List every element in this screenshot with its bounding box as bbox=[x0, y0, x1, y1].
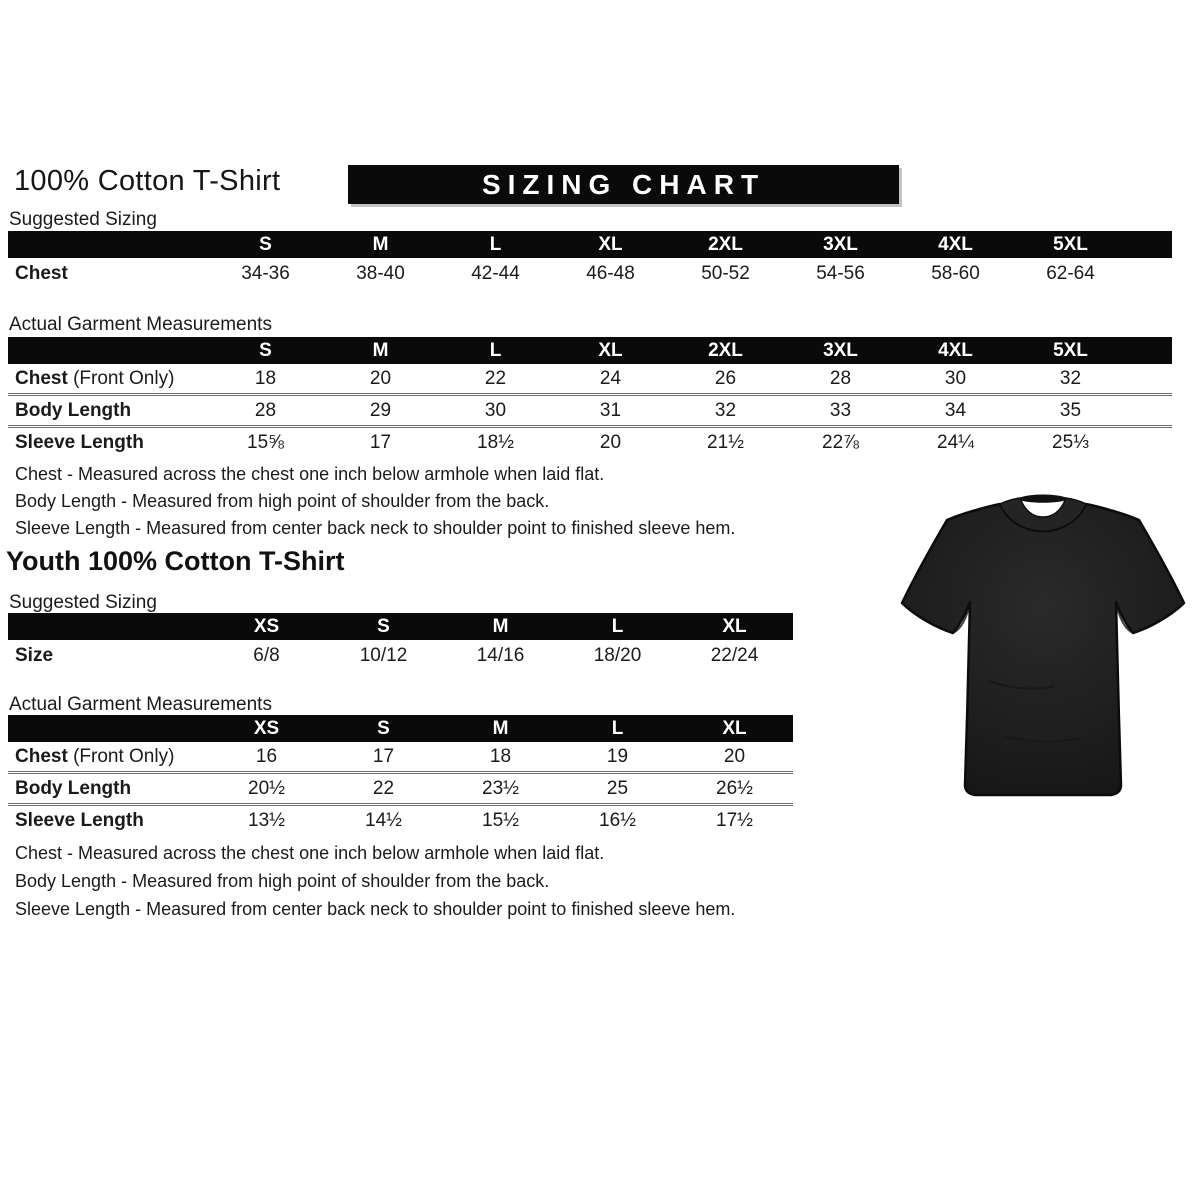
size-column-header: 4XL bbox=[898, 231, 1013, 258]
measurement-value: 10/12 bbox=[359, 644, 408, 666]
measurement-value: 29 bbox=[323, 395, 438, 427]
measurement-value: 15⅝ bbox=[208, 427, 323, 458]
measurement-value: 23½ bbox=[442, 773, 559, 805]
measurement-value: 42-44 bbox=[471, 262, 520, 284]
size-column-header: XL bbox=[553, 231, 668, 258]
measurement-value: 25⅓ bbox=[1013, 427, 1128, 458]
measurement-value: 26 bbox=[714, 367, 737, 389]
row-label: Body Length bbox=[8, 773, 208, 805]
size-column-header: L bbox=[559, 715, 676, 742]
size-column-header: S bbox=[325, 715, 442, 742]
measurement-value: 50-52 bbox=[701, 262, 750, 284]
size-column-header: S bbox=[208, 337, 323, 364]
measurement-value: 18 bbox=[254, 367, 277, 389]
measurement-value: 30 bbox=[438, 395, 553, 427]
size-column-header: XL bbox=[676, 715, 793, 742]
size-column-header: M bbox=[442, 715, 559, 742]
measurement-value: 22 bbox=[484, 367, 507, 389]
measurement-value: 25 bbox=[559, 773, 676, 805]
measurement-value: 18½ bbox=[438, 427, 553, 458]
measurement-row bbox=[8, 395, 1172, 427]
measurement-value: 28 bbox=[829, 367, 852, 389]
measurement-value: 22⅞ bbox=[783, 427, 898, 458]
measurement-value: 28 bbox=[208, 395, 323, 427]
size-column-header: XL bbox=[553, 337, 668, 364]
note-line: Body Length - Measured from high point of shoulder from the back. bbox=[15, 871, 550, 891]
row-label: Sleeve Length bbox=[8, 805, 208, 836]
measurement-row bbox=[8, 805, 793, 836]
sizing-chart-banner: SIZING CHART bbox=[348, 165, 899, 204]
row-label: Chest (Front Only) bbox=[15, 367, 175, 389]
measurement-value: 22 bbox=[325, 773, 442, 805]
measurement-value: 13½ bbox=[208, 805, 325, 836]
measurement-row bbox=[8, 258, 1172, 289]
size-header-spacer bbox=[8, 231, 208, 258]
youth-actual-label: Actual Garment Measurements bbox=[9, 694, 272, 715]
measurement-value: 22/24 bbox=[710, 644, 759, 666]
youth-suggested-table bbox=[8, 613, 793, 671]
note-line: Sleeve Length - Measured from center back neck to shoulder point to finished sleeve hem. bbox=[15, 518, 736, 538]
row-label: Sleeve Length bbox=[8, 427, 208, 458]
measurement-value: 62-64 bbox=[1046, 262, 1095, 284]
size-column-header: S bbox=[325, 613, 442, 640]
size-column-header: L bbox=[559, 613, 676, 640]
measurement-value: 30 bbox=[944, 367, 967, 389]
size-column-header: 2XL bbox=[668, 337, 783, 364]
note-line: Chest - Measured across the chest one inch below armhole when laid flat. bbox=[15, 843, 605, 863]
row-spacer bbox=[1128, 395, 1172, 427]
size-column-header: M bbox=[323, 337, 438, 364]
tshirt-collar-back bbox=[1017, 495, 1069, 503]
measurement-value: 54-56 bbox=[816, 262, 865, 284]
row-label: Body Length bbox=[8, 395, 208, 427]
measurement-value: 24 bbox=[599, 367, 622, 389]
measurement-value: 18/20 bbox=[593, 644, 642, 666]
adult-notes bbox=[15, 464, 735, 545]
measurement-row bbox=[8, 640, 793, 671]
measurement-value: 17 bbox=[372, 745, 395, 767]
size-column-header: 4XL bbox=[898, 337, 1013, 364]
youth-suggested-label: Suggested Sizing bbox=[9, 592, 157, 613]
size-column-header: 5XL bbox=[1013, 337, 1128, 364]
measurement-value: 31 bbox=[553, 395, 668, 427]
youth-notes bbox=[15, 843, 735, 927]
measurement-value: 58-60 bbox=[931, 262, 980, 284]
note-line: Chest - Measured across the chest one inch below armhole when laid flat. bbox=[15, 464, 605, 484]
measurement-value: 21½ bbox=[668, 427, 783, 458]
row-spacer bbox=[1128, 258, 1172, 289]
measurement-value: 20 bbox=[369, 367, 392, 389]
size-header-spacer bbox=[1128, 231, 1172, 258]
measurement-value: 14½ bbox=[325, 805, 442, 836]
measurement-value: 15½ bbox=[442, 805, 559, 836]
measurement-value: 46-48 bbox=[586, 262, 635, 284]
size-header-spacer bbox=[8, 613, 208, 640]
measurement-value: 17½ bbox=[676, 805, 793, 836]
size-header-spacer bbox=[8, 715, 208, 742]
note-line: Sleeve Length - Measured from center back neck to shoulder point to finished sleeve hem. bbox=[15, 899, 736, 919]
size-column-header: XS bbox=[208, 715, 325, 742]
note-line: Body Length - Measured from high point of shoulder from the back. bbox=[15, 491, 550, 511]
size-column-header: S bbox=[208, 231, 323, 258]
measurement-value: 17 bbox=[323, 427, 438, 458]
size-header-spacer bbox=[8, 337, 208, 364]
measurement-row bbox=[8, 427, 1172, 458]
row-label: Chest (Front Only) bbox=[15, 745, 175, 767]
row-label: Chest bbox=[15, 262, 68, 284]
measurement-row bbox=[8, 364, 1172, 395]
measurement-value: 18 bbox=[489, 745, 512, 767]
adult-actual-label: Actual Garment Measurements bbox=[9, 314, 272, 335]
page-title: 100% Cotton T-Shirt bbox=[14, 165, 281, 197]
measurement-value: 16 bbox=[255, 745, 278, 767]
adult-suggested-label: Suggested Sizing bbox=[9, 209, 157, 230]
size-column-header: M bbox=[323, 231, 438, 258]
size-column-header: 5XL bbox=[1013, 231, 1128, 258]
adult-suggested-table bbox=[8, 231, 1172, 289]
youth-actual-table bbox=[8, 715, 793, 835]
measurement-value: 34 bbox=[898, 395, 1013, 427]
measurement-value: 14/16 bbox=[476, 644, 525, 666]
measurement-row bbox=[8, 773, 793, 805]
size-column-header: 2XL bbox=[668, 231, 783, 258]
measurement-value: 16½ bbox=[559, 805, 676, 836]
measurement-value: 20½ bbox=[208, 773, 325, 805]
measurement-value: 32 bbox=[668, 395, 783, 427]
size-column-header: 3XL bbox=[783, 231, 898, 258]
size-column-header: L bbox=[438, 337, 553, 364]
size-column-header: L bbox=[438, 231, 553, 258]
measurement-value: 32 bbox=[1059, 367, 1082, 389]
measurement-value: 34-36 bbox=[241, 262, 290, 284]
tshirt-graphic bbox=[893, 486, 1193, 816]
measurement-value: 19 bbox=[606, 745, 629, 767]
row-label: Size bbox=[15, 644, 54, 666]
measurement-value: 35 bbox=[1013, 395, 1128, 427]
youth-title: Youth 100% Cotton T-Shirt bbox=[6, 546, 345, 576]
tshirt-body bbox=[902, 504, 1184, 795]
measurement-value: 20 bbox=[553, 427, 668, 458]
measurement-value: 6/8 bbox=[253, 644, 280, 666]
adult-actual-table bbox=[8, 337, 1172, 457]
size-column-header: M bbox=[442, 613, 559, 640]
measurement-value: 24¼ bbox=[898, 427, 1013, 458]
measurement-row bbox=[8, 742, 793, 773]
measurement-value: 38-40 bbox=[356, 262, 405, 284]
measurement-value: 33 bbox=[783, 395, 898, 427]
row-spacer bbox=[1128, 427, 1172, 458]
row-spacer bbox=[1128, 364, 1172, 395]
measurement-value: 20 bbox=[723, 745, 746, 767]
measurement-value: 26½ bbox=[676, 773, 793, 805]
size-header-spacer bbox=[1128, 337, 1172, 364]
size-column-header: 3XL bbox=[783, 337, 898, 364]
size-column-header: XS bbox=[208, 613, 325, 640]
size-column-header: XL bbox=[676, 613, 793, 640]
tshirt-product-image bbox=[893, 486, 1193, 816]
